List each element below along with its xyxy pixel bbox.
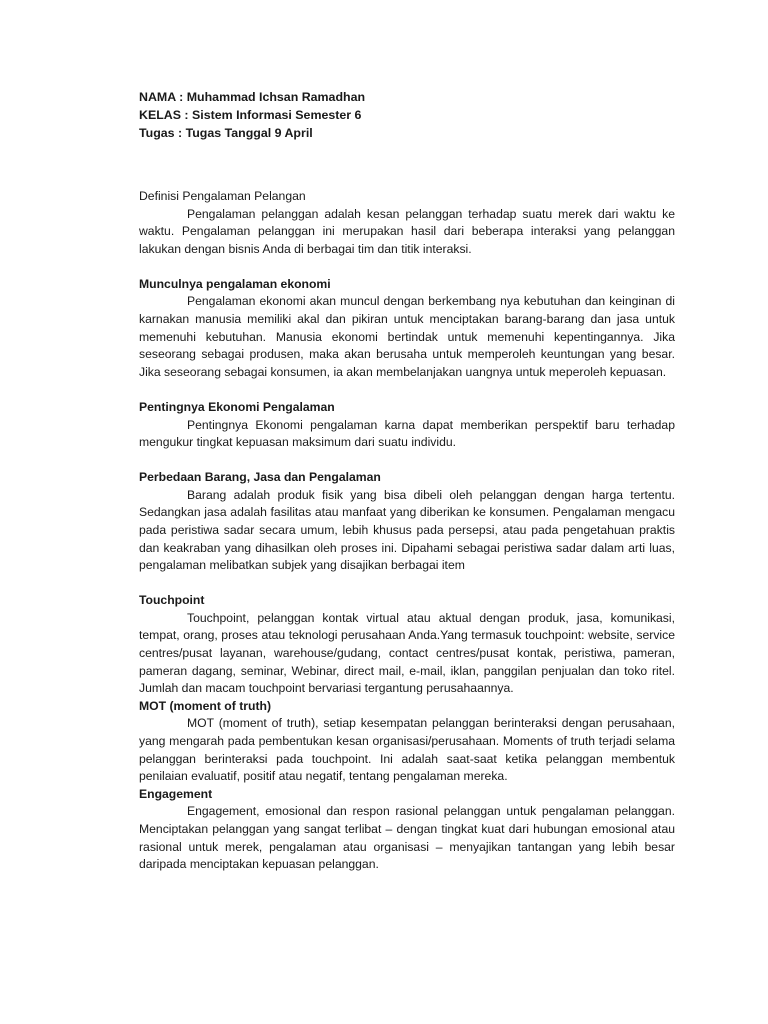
student-class-line: KELAS : Sistem Informasi Semester 6: [139, 108, 362, 122]
section-body: Pentingnya Ekonomi pengalaman karna dapat memberikan perspektif baru terhadap mengukur tingkat kepuasan maksimum dari suatu individu.: [139, 417, 675, 450]
section-body: Engagement, emosional dan respon rasional pelanggan untuk pengalaman pelanggan. Menciptakan pelanggan yang sangat terlibat – dengan tingkat kuat dari hubungan emosional atau rasional untuk merek, pengalaman atau organisasi – menyajikan tantangan yang lebih besar daripada menciptakan kepuasan pelanggan.: [139, 804, 675, 872]
task-line: Tugas : Tugas Tanggal 9 April: [139, 126, 313, 140]
section-heading: Pentingnya Ekonomi Pengalaman: [139, 399, 335, 414]
section-engagement: [139, 786, 675, 874]
section-munculnya: [139, 276, 675, 382]
section-body: Pengalaman pelanggan adalah kesan pelanggan terhadap suatu merek dari waktu ke waktu. Pengalaman pelanggan ini merupakan hasil dari beberapa interaksi yang pelanggan lakukan dengan bisnis Anda di berbagai tim dan titik interaksi.: [139, 206, 675, 256]
section-pentingnya: [139, 399, 675, 452]
student-info: [139, 88, 675, 142]
section-heading: Engagement: [139, 786, 213, 801]
section-touchpoint: [139, 592, 675, 698]
section-perbedaan: [139, 469, 675, 575]
section-heading: Perbedaan Barang, Jasa dan Pengalaman: [139, 470, 381, 485]
section-heading: Touchpoint: [139, 593, 205, 608]
section-body: Pengalaman ekonomi akan muncul dengan berkembang nya kebutuhan dan keinginan di karnakan manusia memiliki akal dan pikiran untuk menciptakan barang-barang dan jasa untuk memenuhi kebutuhan. Manusia ekonomi bertindak untuk memenuhi kepentingannya. Jika seseorang sebagai produsen, maka akan berusaha untuk memperoleh keuntungan yang besar. Jika seseorang sebagai konsumen, ia akan membelanjakan uangnya untuk meperoleh kepuasan.: [139, 294, 675, 379]
section-heading: MOT (moment of truth): [139, 698, 272, 713]
section-mot: [139, 698, 675, 786]
section-heading: Munculnya pengalaman ekonomi: [139, 276, 331, 291]
section-body: Barang adalah produk fisik yang bisa dibeli oleh pelanggan dengan harga tertentu. Sedangkan jasa adalah fasilitas atau manfaat yang diberikan ke konsumen. Pengalaman mengacu pada peristiwa sadar secara umum, lebih khusus pada persepsi, atau pada pengetahuan praktis dan keakraban yang dihasilkan oleh proses ini. Dipahami sebagai peristiwa sadar dalam arti luas, pengalaman melibatkan subjek yang disajikan berbagai item: [139, 487, 675, 573]
section-heading: Definisi Pengalaman Pelangan: [139, 189, 306, 203]
section-body: MOT (moment of truth), setiap kesempatan pelanggan berinteraksi dengan perusahaan, yang mengarah pada pembentukan kesan organisasi/perusahaan. Moments of truth terjadi selama pelanggan berinteraksi pada touchpoint. Ini adalah saat-saat ketika pelanggan membentuk penilaian evaluatif, positif atau negatif, tentang pengalaman mereka.: [139, 716, 675, 784]
student-name-line: NAMA : Muhammad Ichsan Ramadhan: [139, 90, 366, 104]
section-definisi: [139, 188, 675, 258]
section-body: Touchpoint, pelanggan kontak virtual atau aktual dengan produk, jasa, komunikasi, tempat, orang, proses atau teknologi perusahaan Anda.Yang termasuk touchpoint: website, service centres/pusat layanan, warehouse/gudang, contact centres/pusat kontak, peristiwa, pameran, pameran dagang, seminar, Webinar, direct mail, e-mail, iklan, panggilan penjualan dan toko ritel. Jumlah dan macam touchpoint bervariasi tergantung perusahaannya.: [139, 610, 675, 696]
document-page: [139, 88, 675, 874]
